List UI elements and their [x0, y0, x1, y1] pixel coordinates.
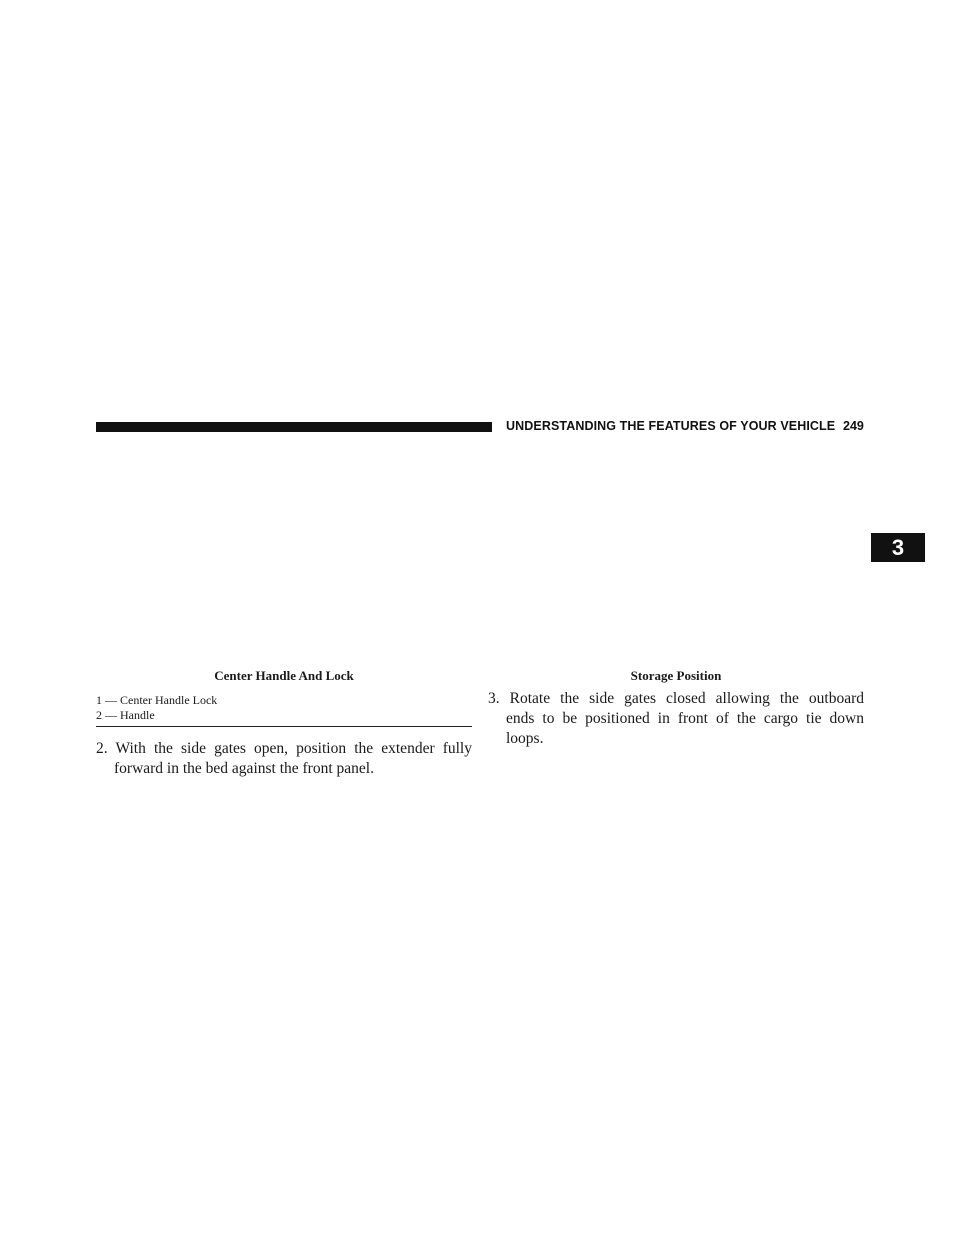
step-3-line: ends to be positioned in front of the cargo tie down — [506, 710, 864, 727]
step-3-line: loops. — [506, 730, 544, 747]
page-number: 249 — [843, 419, 864, 433]
figure-caption-storage-position: Storage Position — [630, 668, 722, 683]
step-2-line: forward in the bed against the front panel. — [114, 760, 374, 777]
legend-divider — [96, 726, 472, 727]
instruction-step-3 — [488, 689, 864, 749]
figure-legend — [96, 693, 472, 723]
section-title: UNDERSTANDING THE FEATURES OF YOUR VEHICLE — [506, 419, 836, 433]
legend-item-2: 2 — Handle — [96, 708, 155, 722]
step-2-line: 2. With the side gates open, position the extender fully — [96, 740, 472, 757]
step-3-line: 3. Rotate the side gates closed allowing the outboard — [488, 690, 864, 707]
header-rule — [96, 422, 492, 432]
instruction-step-2 — [96, 739, 472, 779]
figure-caption-center-handle: Center Handle And Lock — [214, 668, 354, 683]
chapter-tab[interactable]: 3 — [871, 533, 925, 562]
legend-item-1: 1 — Center Handle Lock — [96, 693, 218, 707]
